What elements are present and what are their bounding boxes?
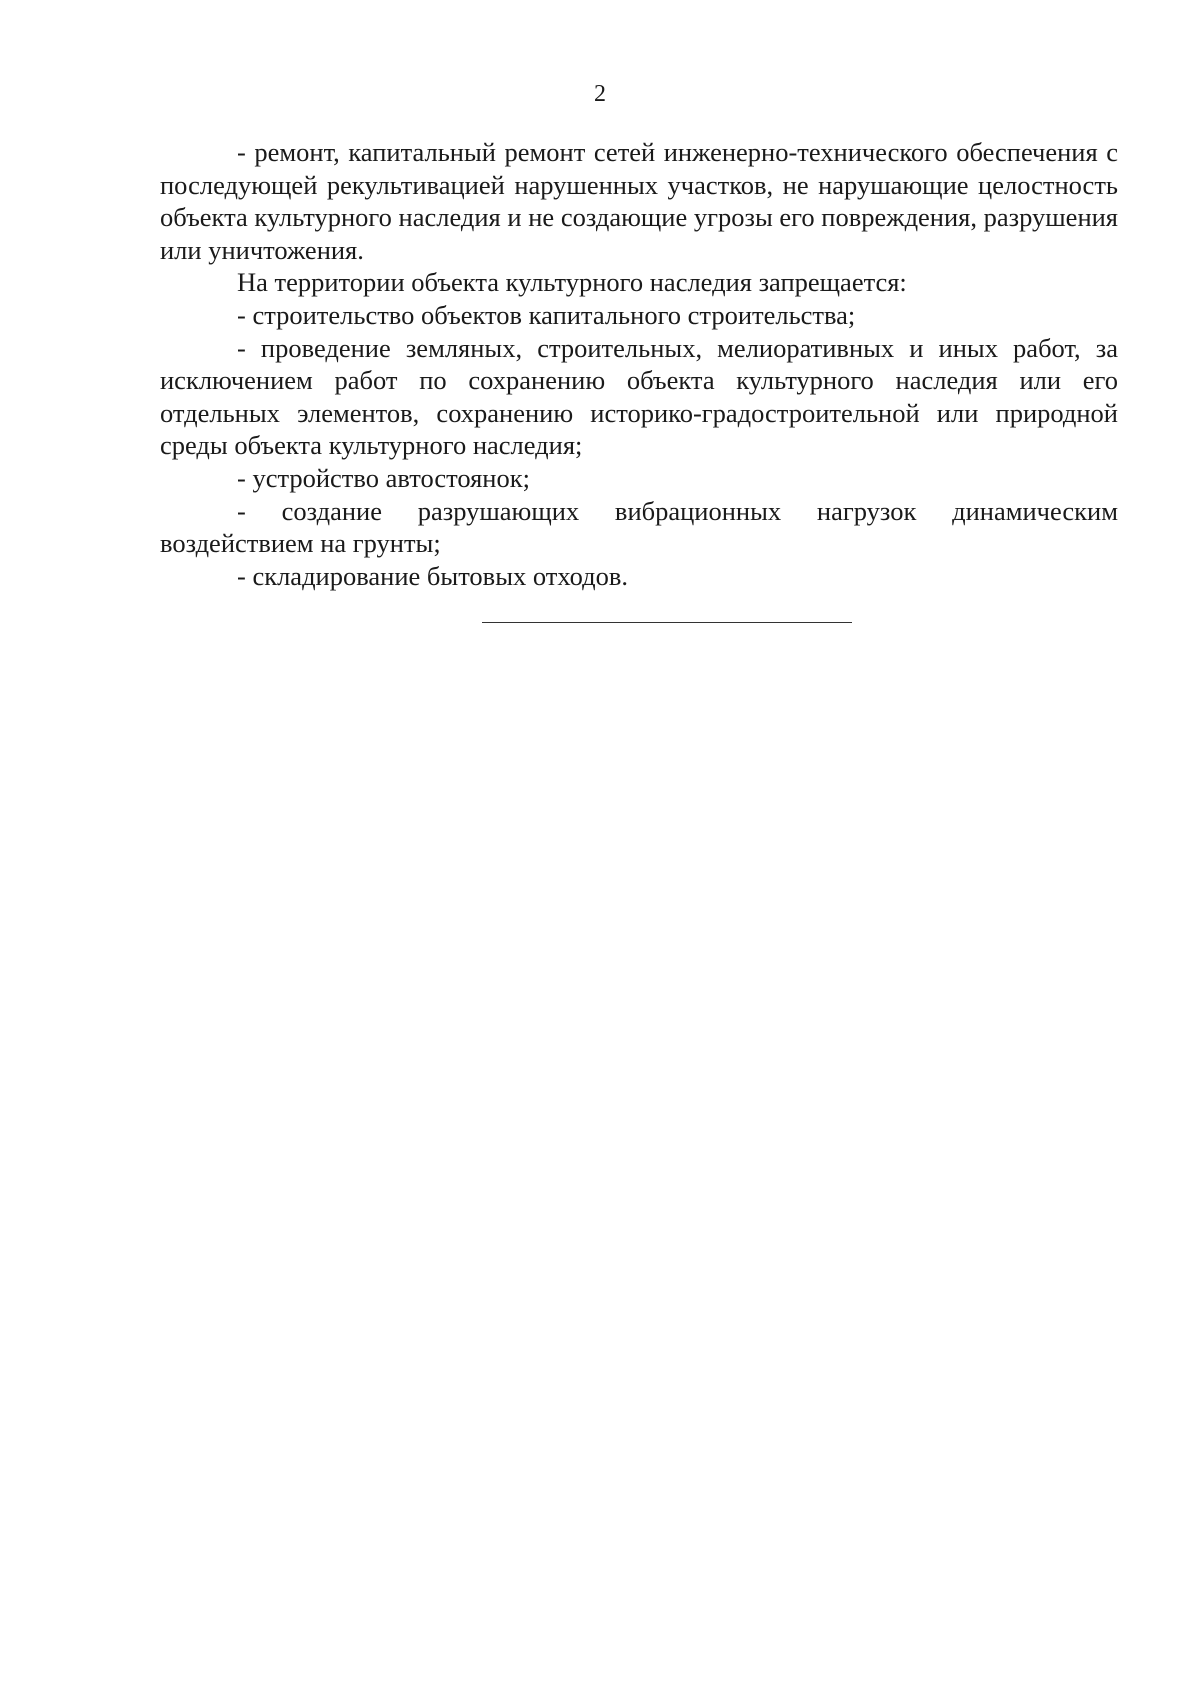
end-of-text-divider: [482, 622, 852, 623]
paragraph-earthworks: - проведение земляных, строительных, мелиоративных и иных работ, за исключением работ по сохранению объекта культурного наследия или его отдельных элементов, сохранению историко-градостроительной или природной среды объекта культурного наследия;: [160, 332, 1118, 461]
paragraph-parking: - устройство автостоянок;: [237, 462, 530, 493]
paragraph-waste-storage: - складирование бытовых отходов.: [237, 560, 628, 591]
paragraph-capital-construction: - строительство объектов капитального строительства;: [237, 299, 856, 330]
document-body: [160, 136, 1118, 592]
paragraph-repair-networks: - ремонт, капитальный ремонт сетей инженерно-технического обеспечения с последующей рекультивацией нарушенных участков, не нарушающие целостность объекта культурного наследия и не создающие угрозы его повреждения, разрушения или уничтожения.: [160, 137, 1118, 265]
paragraph-vibration-loads: - создание разрушающих вибрационных нагрузок динамическим воздействием на грунты;: [160, 495, 1118, 559]
paragraph-prohibited-intro: На территории объекта культурного наследия запрещается:: [237, 267, 907, 298]
page-number: 2: [594, 81, 606, 107]
